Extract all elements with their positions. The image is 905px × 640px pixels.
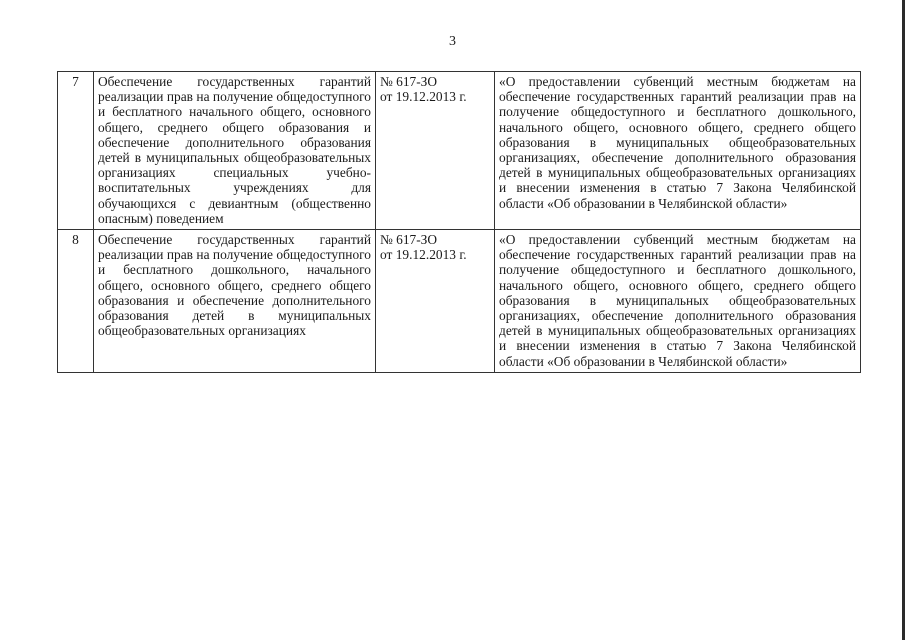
row-number-cell: 7 bbox=[58, 72, 94, 230]
legislation-table bbox=[57, 71, 861, 373]
description-cell: Обеспечение государственных гарантий реализации прав на получение общедоступного и бесплатного начального общего, основного общего, среднего общего образования и обеспечение дополнительного образования детей в муниципальных общеобразовательных организациях специальных учебно-воспитательных учреждениях для обучающихся с девиантным (общественно опасным) поведением bbox=[94, 72, 376, 230]
row-number-cell: 8 bbox=[58, 230, 94, 373]
law-title-cell: «О предоставлении субвенций местным бюджетам на обеспечение государственных гарантий реализации прав на получение общедоступного и бесплатного дошкольного, начального общего, основного общего, среднего общего образования в муниципальных общеобразовательных организациях, обеспечение дополнительного образования детей в муниципальных общеобразовательных организациях и внесении изменения в статью 7 Закона Челябинской области «Об образовании в Челябинской области» bbox=[495, 230, 861, 373]
law-title-cell: «О предоставлении субвенций местным бюджетам на обеспечение государственных гарантий реализации прав на получение общедоступного и бесплатного дошкольного, начального общего, основного общего, среднего общего образования в муниципальных общеобразовательных организациях, обеспечение дополнительного образования детей в муниципальных общеобразовательных организациях и внесении изменения в статью 7 Закона Челябинской области «Об образовании в Челябинской области» bbox=[495, 72, 861, 230]
page-number: 3 bbox=[449, 34, 456, 49]
table-row bbox=[58, 72, 861, 230]
law-number: № 617-ЗО bbox=[380, 232, 438, 248]
law-reference-cell bbox=[376, 72, 495, 230]
description-cell: Обеспечение государственных гарантий реализации прав на получение общедоступного и бесплатного дошкольного, начального общего, основного общего, среднего общего образования и обеспечение дополнительного образования детей в муниципальных общеобразовательных организациях bbox=[94, 230, 376, 373]
law-date: от 19.12.2013 г. bbox=[380, 247, 467, 263]
law-date: от 19.12.2013 г. bbox=[380, 89, 467, 105]
law-reference-cell bbox=[376, 230, 495, 373]
law-number: № 617-ЗО bbox=[380, 74, 438, 89]
table-row bbox=[58, 230, 861, 373]
